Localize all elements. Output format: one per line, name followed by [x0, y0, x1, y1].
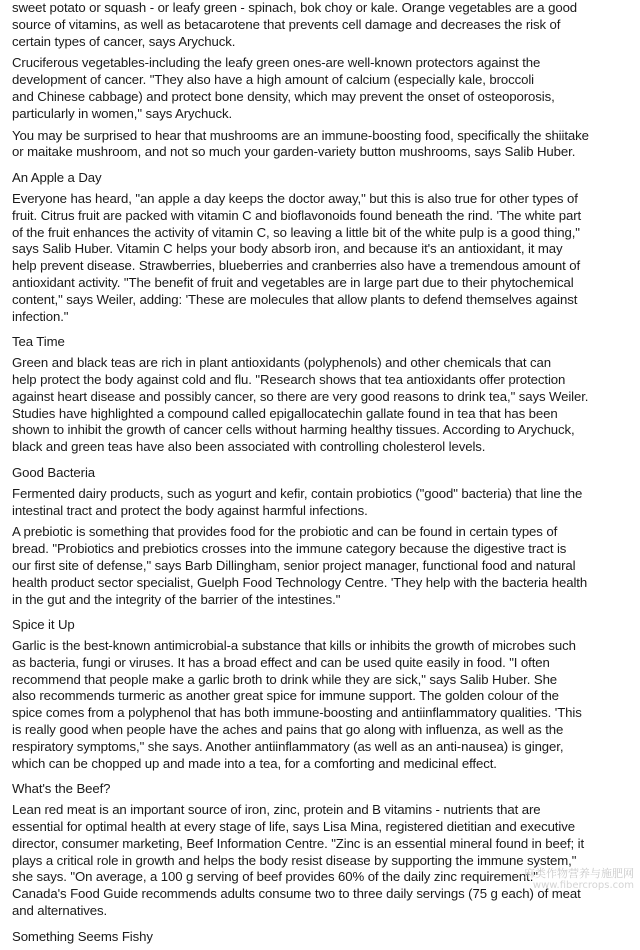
paragraph — [12, 524, 636, 608]
paragraph — [12, 55, 636, 122]
paragraph-line: also recommends turmeric as another great spice for immune support. The golden colour of the — [12, 688, 559, 704]
heading-text: Good Bacteria — [12, 464, 96, 480]
paragraph-line: bread. "Probiotics and prebiotics crosses into the immune category because the digestive tract is — [12, 541, 567, 557]
paragraph-line: respiratory symptoms," she says. Another antiinflammatory (as well as an anti-nausea) is ginger, — [12, 738, 564, 754]
paragraph-gap — [12, 456, 636, 461]
section-heading — [12, 781, 636, 798]
paragraph-line: antioxidant activity. "The benefit of fruit and vegetables are in large part due to their phytochemical — [12, 274, 574, 290]
section-heading — [12, 929, 636, 946]
paragraph-gap — [12, 608, 636, 613]
paragraph-gap — [12, 325, 636, 330]
section-heading — [12, 465, 636, 482]
watermark-cn: 麻类作物营养与施肥网 — [524, 867, 634, 880]
watermark-url: www.fibercrops.com — [532, 880, 634, 891]
paragraph-line: help prevent disease. Strawberries, blueberries and cranberries also have a tremendous amount of — [12, 258, 581, 274]
watermark — [524, 868, 634, 892]
paragraph-line: as bacteria, fungi or viruses. It has a broad effect and can be used quite easily in food. "I often — [12, 654, 550, 670]
heading-text: Tea Time — [12, 334, 65, 350]
paragraph-line: Fermented dairy products, such as yogurt and kefir, contain probiotics ("good" bacteria) that line the — [12, 485, 583, 501]
paragraph-line: infection." — [12, 308, 69, 324]
paragraph-gap — [12, 772, 636, 777]
heading-text: An Apple a Day — [12, 170, 102, 186]
paragraph-line: plays a critical role in growth and helps the body resist disease by supporting the immune system," — [12, 852, 577, 868]
paragraph — [12, 486, 636, 520]
paragraph-gap — [12, 920, 636, 925]
paragraph-line: Everyone has heard, "an apple a day keeps the doctor away," but this is also true for other types of — [12, 190, 578, 206]
paragraph-line: against heart disease and possibly cancer, so there are very good reasons to drink tea," says Weiler. — [12, 388, 589, 404]
paragraph-line: development of cancer. "They also have a high amount of calcium (especially kale, broccoli — [12, 72, 534, 88]
paragraph-line: fruit. Citrus fruit are packed with vitamin C and bioflavonoids found beneath the rind. 'The white part — [12, 207, 582, 223]
article-body — [12, 0, 636, 950]
paragraph-line: Cruciferous vegetables-including the leafy green ones-are well-known protectors against the — [12, 55, 541, 71]
paragraph-line: source of vitamins, as well as betacarotene that prevents cell damage and decreases the risk of — [12, 16, 561, 32]
paragraph-line: sweet potato or squash - or leafy green - spinach, bok choy or kale. Orange vegetables are a good — [12, 0, 578, 15]
section-heading — [12, 334, 636, 351]
heading-text: What's the Beef? — [12, 781, 111, 797]
paragraph-line: help protect the body against cold and flu. "Research shows that tea antioxidants offer protection — [12, 371, 566, 387]
paragraph — [12, 128, 636, 162]
paragraph-line: says Salib Huber. Vitamin C helps your body absorb iron, and because it's an antioxidant, it may — [12, 241, 563, 257]
paragraph-line: A prebiotic is something that provides food for the probiotic and can be found in certain types of — [12, 524, 558, 540]
heading-text: Spice it Up — [12, 617, 75, 633]
paragraph-gap — [12, 161, 636, 166]
paragraph-line: certain types of cancer, says Arychuck. — [12, 33, 236, 49]
paragraph-line: spice comes from a polyphenol that has both immune-boosting and antiinflammatory qualities. 'This — [12, 705, 582, 721]
paragraph-line: of the fruit enhances the activity of vitamin C, so leaving a little bit of the white pulp is a good thing," — [12, 224, 580, 240]
paragraph-line: Canada's Food Guide recommends adults consume two to three daily servings (75 g each) of meat — [12, 886, 581, 902]
paragraph-line: in the gut and the integrity of the barrier of the intestines." — [12, 591, 341, 607]
paragraph — [12, 191, 636, 325]
heading-text: Something Seems Fishy — [12, 928, 153, 944]
paragraph-line: and alternatives. — [12, 903, 108, 919]
paragraph-line: shown to inhibit the growth of cancer cells without harming healthy tissues. According to Arychuck, — [12, 422, 575, 438]
paragraph — [12, 0, 636, 50]
paragraph-line: intestinal tract and protect the body against harmful infections. — [12, 502, 368, 518]
paragraph-line: which can be chopped up and made into a tea, for a comforting and medicinal effect. — [12, 755, 497, 771]
paragraph-line: particularly in women," says Arychuck. — [12, 105, 233, 121]
paragraph-line: Lean red meat is an important source of iron, zinc, protein and B vitamins - nutrients that are — [12, 802, 541, 818]
paragraph-line: Green and black teas are rich in plant antioxidants (polyphenols) and other chemicals that can — [12, 355, 551, 371]
paragraph — [12, 355, 636, 456]
paragraph-line: black and green teas have also been associated with controlling cholesterol levels. — [12, 439, 486, 455]
paragraph — [12, 638, 636, 772]
paragraph-line: recommend that people make a garlic broth to drink while they are sick," says Salib Huber. She — [12, 671, 558, 687]
paragraph-line: and Chinese cabbage) and protect bone density, which may prevent the onset of osteoporosis, — [12, 88, 555, 104]
paragraph-line: Studies have highlighted a compound called epigallocatechin gallate found in tea that has been — [12, 405, 558, 421]
paragraph — [12, 802, 636, 920]
paragraph-line: or maitake mushroom, and not so much your garden-variety button mushrooms, says Salib Huber. — [12, 144, 576, 160]
paragraph-line: is really good when people have the aches and pains that go along with influenza, as well as the — [12, 722, 564, 738]
paragraph-line: she says. "On average, a 100 g serving of beef provides 60% of the daily zinc requirement." — [12, 869, 538, 885]
paragraph-line: content," says Weiler, adding: 'These are molecules that allow plants to defend themselves against — [12, 291, 578, 307]
section-heading — [12, 170, 636, 187]
paragraph-line: our first site of defense," says Barb Dillingham, senior project manager, functional food and natural — [12, 557, 576, 573]
paragraph-line: director, consumer marketing, Beef Information Centre. "Zinc is an essential mineral found in beef; it — [12, 835, 585, 851]
paragraph-line: You may be surprised to hear that mushrooms are an immune-boosting food, specifically the shiitake — [12, 127, 589, 143]
paragraph-line: health product sector specialist, Guelph Food Technology Centre. 'They help with the bacteria health — [12, 574, 588, 590]
paragraph-line: Garlic is the best-known antimicrobial-a substance that kills or inhibits the growth of microbes such — [12, 638, 576, 654]
section-heading — [12, 617, 636, 634]
paragraph-line: essential for optimal health at every stage of life, says Lisa Mina, registered dietitian and executive — [12, 819, 575, 835]
